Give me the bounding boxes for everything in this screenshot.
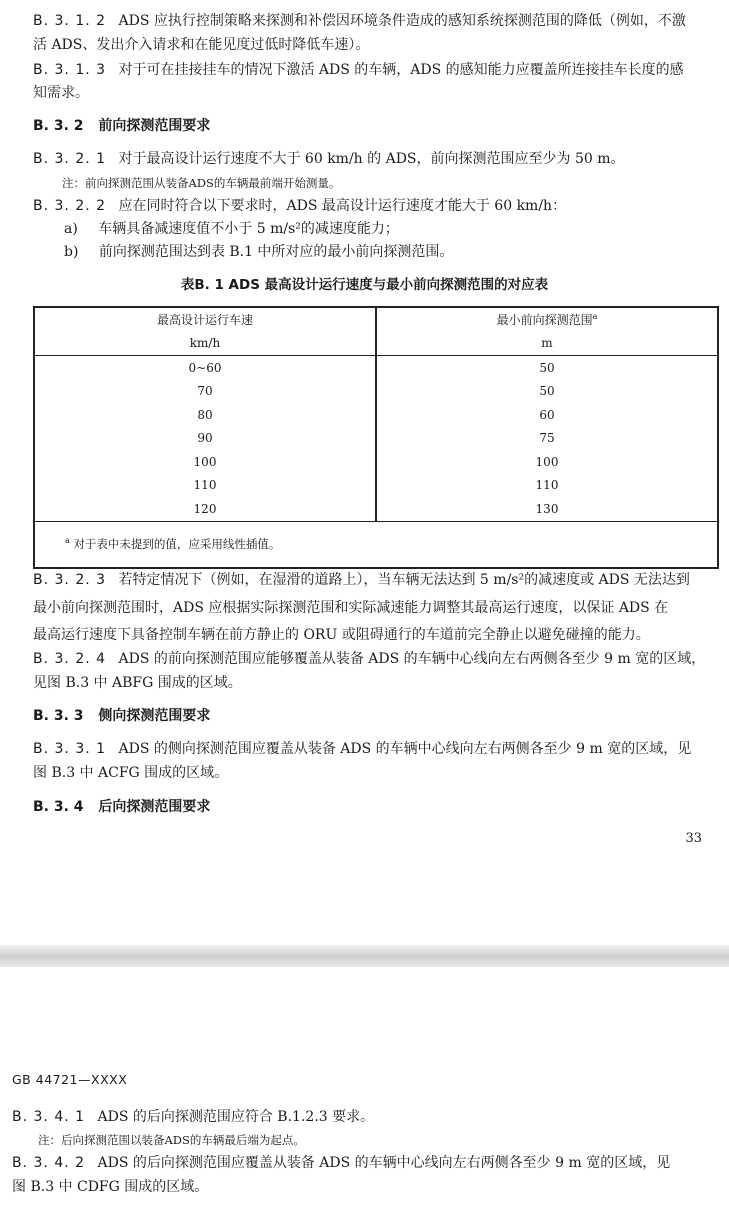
table-row: [34, 474, 718, 498]
clause-number: B. 3. 4. 2: [12, 1155, 86, 1171]
clause-text: ADS 的侧向探测范围应覆盖从装备 ADS 的车辆中心线向左右两侧各至少 9 m 宽的区域，见: [118, 741, 692, 757]
table-caption: 表B. 1 ADS 最高设计运行速度与最小前向探测范围的对应表: [180, 277, 549, 293]
clause-text-continued: 知需求。: [33, 85, 89, 101]
clause-text: 对于最高设计运行速度不大于 60 km/h 的 ADS，前向探测范围应至少为 50 m。: [118, 151, 625, 167]
heading-title: 后向探测范围要求: [98, 799, 211, 815]
table-row: [34, 427, 718, 451]
table-header-row: [34, 307, 718, 332]
cell-range: 60: [376, 403, 718, 427]
clause-number: B. 3. 2. 4: [33, 651, 107, 667]
page-number: 33: [685, 831, 702, 846]
list-item-text: 车辆具备减速度值不小于 5 m/s²的减速度能力；: [98, 221, 399, 237]
clause-text: 应在同时符合以下要求时，ADS 最高设计运行速度才能大于 60 km/h：: [118, 198, 567, 214]
col-unit-speed: km/h: [34, 332, 376, 356]
table-footnote: [34, 521, 718, 568]
paragraph-b313: [33, 60, 684, 80]
clause-number: B. 3. 1. 2: [33, 13, 107, 29]
cell-speed: 0~60: [34, 356, 376, 380]
note-rear-range: 注：后向探测范围以装备ADS的车辆最后端为起点。: [38, 1133, 305, 1147]
table-footnote-row: [34, 521, 718, 568]
paragraph-b324: [33, 649, 705, 669]
cell-speed: 80: [34, 403, 376, 427]
clause-text: ADS 的前向探测范围应能够覆盖从装备 ADS 的车辆中心线向左右两侧各至少 9 m 宽的区域，: [118, 651, 706, 667]
cell-speed: 110: [34, 474, 376, 498]
table-row: [34, 403, 718, 427]
clause-text-continued: 最高运行速度下具备控制车辆在前方静止的 ORU 或阻碍通行的车道前完全静止以避免碰撞的能力。: [33, 627, 650, 643]
col-header-range-label: 最小前向探测范围: [496, 313, 593, 328]
clause-number: B. 3. 2. 2: [33, 198, 107, 214]
cell-speed: 90: [34, 427, 376, 451]
note-forward-range: 注：前向探测范围从装备ADS的车辆最前端开始测量。: [62, 176, 341, 190]
cell-range: 110: [376, 474, 718, 498]
table-row: [34, 450, 718, 474]
list-item-a: [64, 219, 399, 239]
heading-b33: [33, 706, 210, 726]
speed-range-table: [33, 306, 719, 569]
cell-range: 50: [376, 356, 718, 380]
paragraph-b321: [33, 149, 625, 169]
cell-range: 75: [376, 427, 718, 451]
table-unit-row: [34, 332, 718, 356]
cell-speed: 120: [34, 497, 376, 521]
footnote-text: 对于表中未提到的值，应采用线性插值。: [73, 537, 281, 551]
heading-b32: [33, 116, 210, 136]
paragraph-b312: [33, 11, 686, 31]
cell-speed: 70: [34, 380, 376, 404]
col-header-range: [376, 307, 718, 332]
paragraph-b331: [33, 739, 691, 759]
clause-text: 若特定情况下（例如，在湿滑的道路上），当车辆无法达到 5 m/s²的减速度或 ADS 无法达到: [118, 572, 690, 588]
col-unit-range: m: [376, 332, 718, 356]
heading-number: B. 3. 2: [33, 118, 84, 134]
page-header-standard-number: GB 44721—XXXX: [12, 1072, 128, 1087]
paragraph-b341: [12, 1107, 374, 1127]
clause-number: B. 3. 4. 1: [12, 1109, 86, 1125]
table-row: [34, 380, 718, 404]
clause-text: 对于可在挂接挂车的情况下激活 ADS 的车辆，ADS 的感知能力应覆盖所连接挂车长度的感: [118, 62, 684, 78]
paragraph-b322: [33, 196, 566, 216]
clause-text: ADS 的后向探测范围应符合 B.1.2.3 要求。: [97, 1109, 375, 1125]
paragraph-b323: [33, 570, 690, 590]
clause-text-continued: 见图 B.3 中 ABFG 围成的区域。: [33, 675, 242, 691]
footnote-marker: a: [65, 536, 70, 546]
clause-text: ADS 的后向探测范围应覆盖从装备 ADS 的车辆中心线向左右两侧各至少 9 m 宽的区域，见: [97, 1155, 671, 1171]
cell-range: 130: [376, 497, 718, 521]
heading-title: 侧向探测范围要求: [98, 708, 211, 724]
paragraph-b342: [12, 1153, 670, 1173]
document-page-34: [0, 967, 729, 1220]
page-separator: [0, 945, 729, 967]
clause-text: ADS 应执行控制策略来探测和补偿因环境条件造成的感知系统探测范围的降低（例如，不激: [118, 13, 686, 29]
clause-number: B. 3. 1. 3: [33, 62, 107, 78]
list-item-b: [64, 242, 453, 262]
cell-range: 100: [376, 450, 718, 474]
clause-number: B. 3. 2. 3: [33, 572, 107, 588]
heading-number: B. 3. 3: [33, 708, 84, 724]
list-marker: b): [64, 244, 79, 260]
cell-speed: 100: [34, 450, 376, 474]
table-row: [34, 356, 718, 380]
heading-title: 前向探测范围要求: [98, 118, 211, 134]
clause-text-continued: 活 ADS、发出介入请求和在能见度过低时降低车速）。: [33, 37, 370, 53]
list-marker: a): [64, 221, 78, 237]
heading-b34: [33, 797, 210, 817]
heading-number: B. 3. 4: [33, 799, 84, 815]
clause-text-continued: 最小前向探测范围时，ADS 应根据实际探测范围和实际减速能力调整其最高运行速度，以保证 ADS 在: [33, 600, 669, 616]
cell-range: 50: [376, 380, 718, 404]
list-item-text: 前向探测范围达到表 B.1 中所对应的最小前向探测范围。: [98, 244, 454, 260]
clause-text-continued: 图 B.3 中 CDFG 围成的区域。: [12, 1179, 209, 1195]
clause-number: B. 3. 2. 1: [33, 151, 107, 167]
col-header-speed: 最高设计运行车速: [34, 307, 376, 332]
footnote-marker: a: [592, 312, 598, 322]
clause-number: B. 3. 3. 1: [33, 741, 107, 757]
clause-text-continued: 图 B.3 中 ACFG 围成的区域。: [33, 765, 229, 781]
table-row: [34, 497, 718, 521]
